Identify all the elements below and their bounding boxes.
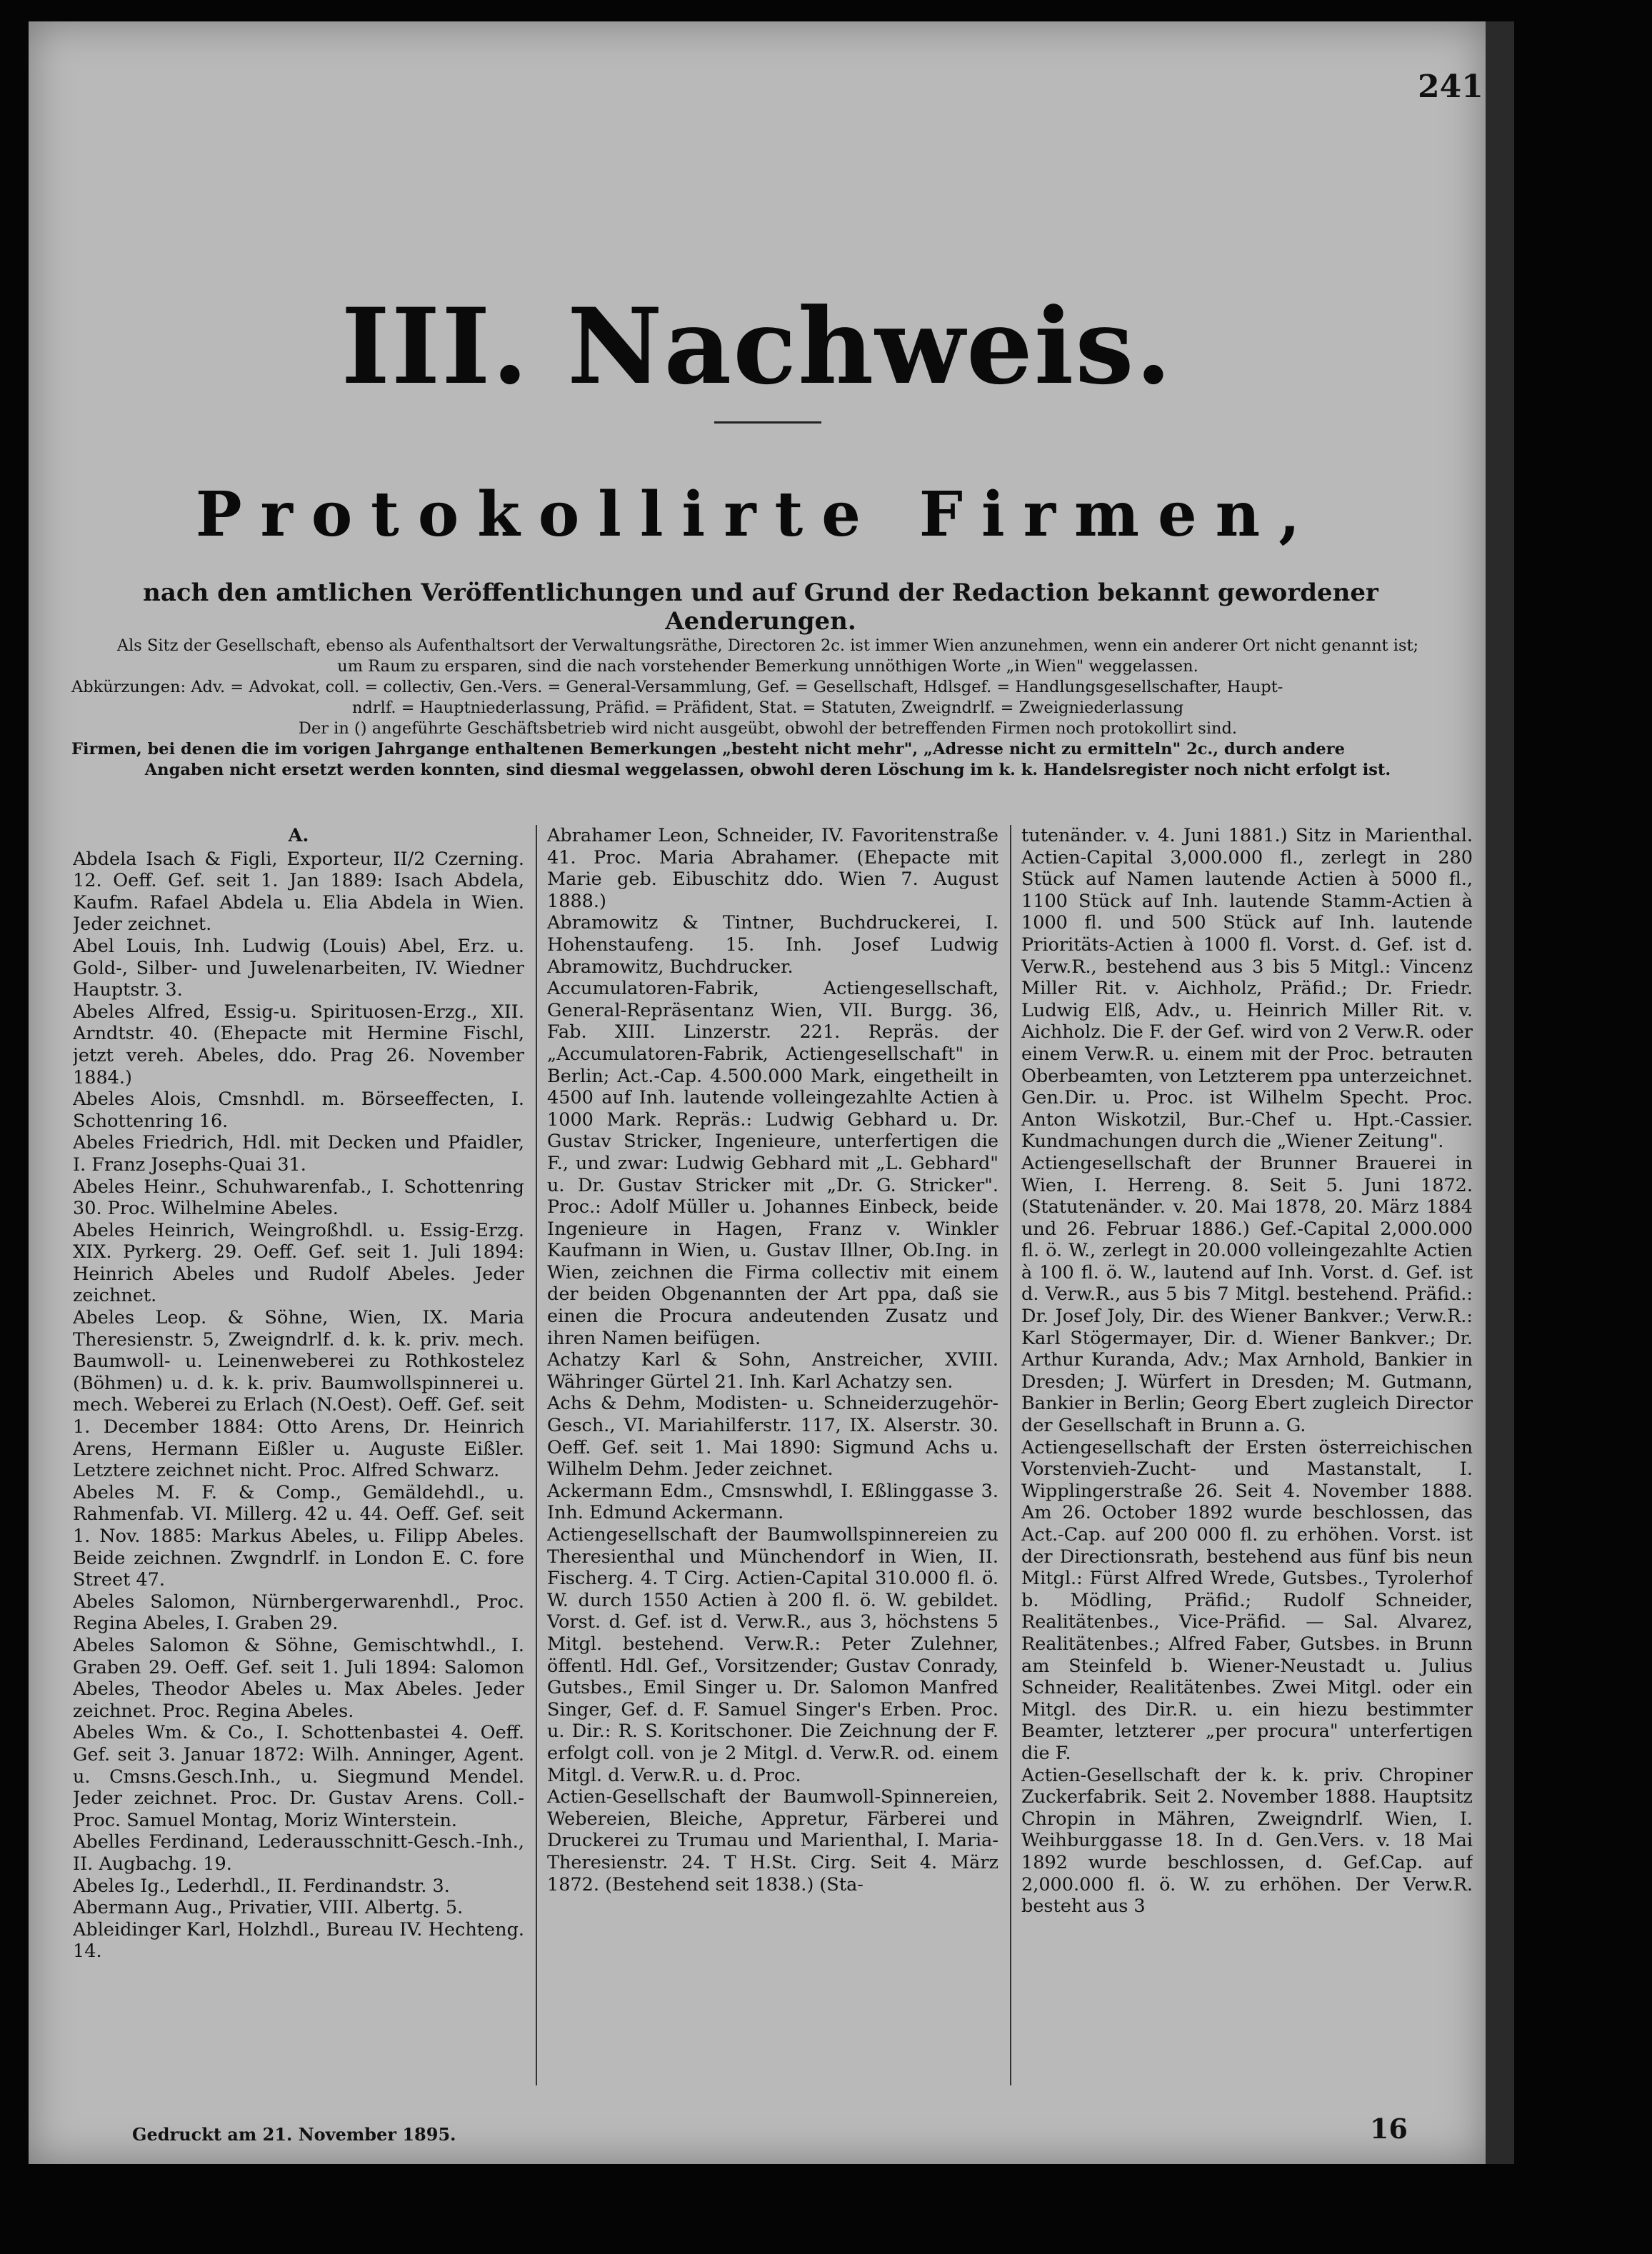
entry: Abeles Heinr., Schuhwarenfab., I. Schottenring 30. Proc. Wilhelmine Abeles. (73, 1176, 524, 1220)
entry: Abermann Aug., Privatier, VIII. Albertg. 5. (73, 1897, 464, 1919)
entry-columns (73, 825, 1473, 2085)
page-edge (1486, 21, 1514, 2164)
entry: Actiengesellschaft der Brunner Brauerei in Wien, I. Herreng. 8. Seit 5. Juni 1872. (Statutenänder. v. 20. Mai 1878, 20. März 1884 und 26. Februar 1886.) Gef.-Capital 2,000.000 fl. ö. W., zerlegt in 20.000 volleingezahlte Actien à 100 fl. ö. W., lautend auf Inh. Vorst. d. Gef. ist d. Verw.R., aus 5 bis 7 Mitgl. bestehend. Präfid.: Dr. Josef Joly, Dir. des Wiener Bankver.; Verw.R.: Karl Stögermayer, Dir. d. Wiener Bankver.; Dr. Arthur Kuranda, Adv.; Max Arnhold, Bankier in Dresden; J. Würfert in Dresden; M. Gutmann, Bankier in Berlin; Georg Ebert zugleich Director der Gesellschaft in Brunn a. G. (1021, 1152, 1473, 1437)
entry: Abrahamer Leon, Schneider, IV. Favoritenstraße 41. Proc. Maria Abrahamer. (Ehepacte mit Marie geb. Eibuschitz ddo. Wien 7. August 1888.) (547, 825, 998, 912)
entry: Abelles Ferdinand, Lederausschnitt-Gesch.-Inh., II. Augbachg. 19. (73, 1831, 524, 1875)
entry: Actiengesellschaft der Ersten österreichischen Vorstenvieh-Zucht- und Mastanstalt, I. Wipplingerstraße 26. Seit 4. November 1888. Am 26. October 1892 wurde beschlossen, das Act.-Cap. auf 200 000 fl. zu erhöhen. Vorst. ist der Directionsrath, bestehend aus fünf bis neun Mitgl.: Fürst Alfred Wrede, Gutsbes., Tyrolerhof b. Mödling, Präfid.; Rudolf Schneider, Realitätenbes., Vice-Präfid. — Sal. Alvarez, Realitätenbes.; Alfred Faber, Gutsbes. in Brunn am Steinfeld b. Wiener-Neustadt u. Julius Schneider, Realitätenbes. Zwei Mitgl. oder ein Mitgl. des Dir.R. u. ein hiezu bestimmter Beamter, letzterer „per procura" unterfertigen die F. (1021, 1436, 1473, 1764)
entry: tutenänder. v. 4. Juni 1881.) Sitz in Marienthal. Actien-Capital 3,000.000 fl., zerlegt in 280 Stück auf Namen lautende Actien à 5000 fl., 1100 Stück auf Inh. lautende Stamm-Actien à 1000 fl. und 500 Stück auf Inh. lautende Prioritäts-Actien à 1000 fl. Vorst. d. Gef. ist d. Verw.R., bestehend aus 3 bis 5 Mitgl.: Vincenz Miller Rit. v. Aichholz, Präfid.; Dr. Friedr. Ludwig Elß, Adv., u. Heinrich Miller Rit. v. Aichholz. Die F. der Gef. wird von 2 Verw.R. oder einem Verw.R. u. einem mit der Proc. betrauten Oberbeamten, von Letzterem ppa unterzeichnet. Gen.Dir. u. Proc. ist Wilhelm Specht. Proc. Anton Wiskotzil, Bur.-Chef u. Hpt.-Cassier. Kundmachungen durch die „Wiener Zeitung". (1021, 825, 1473, 1153)
entry: Accumulatoren-Fabrik, Actiengesellschaft, General-Repräsentanz Wien, VII. Burgg. 36, Fab. XIII. Linzerstr. 221. Repräs. der „Accumulatoren-Fabrik, Actiengesellschaft" in Berlin; Act.-Cap. 4.500.000 Mark, eingetheilt in 4500 auf Inh. lautende volleingezahlte Actien à 1000 Mark. Repräs.: Ludwig Gebhard u. Dr. Gustav Stricker, Ingenieure, unterfertigen die F., und zwar: Ludwig Gebhard mit „L. Gebhard" u. Dr. Gustav Stricker mit „Dr. G. Stricker". Proc.: Adolf Müller u. Johannes Einbeck, beide Ingenieure in Hagen, Franz v. Winkler Kaufmann in Wien, u. Gustav Illner, Ob.Ing. in Wien, zeichnen die Firma collectiv mit einem der beiden Obgenannten der Art ppa, daß sie einen die Procura andeutenden Zusatz und ihren Namen beifügen. (547, 978, 998, 1349)
entry: Ableidinger Karl, Holzhdl., Bureau IV. Hechteng. 14. (73, 1918, 524, 1963)
section-letter: A. (288, 825, 309, 846)
page-title: III. Nachweis. (341, 286, 1173, 408)
entry: Abeles Heinrich, Weingroßhdl. u. Essig-Erzg. XIX. Pyrkerg. 29. Oeff. Gef. seit 1. Juli 1894: Heinrich Abeles und Rudolf Abeles. Jeder zeichnet. (73, 1219, 524, 1307)
note-seat-1: Als Sitz der Gesellschaft, ebenso als Aufenthaltsort der Verwaltungsräthe, Directoren 2c. ist immer Wien anzunehmen, wenn ein anderer Ort nicht genannt ist; (116, 636, 1419, 655)
entry: Abeles Alfred, Essig-u. Spirituosen-Erzg., XII. Arndtstr. 40. (Ehepacte mit Hermine Fischl, jetzt vereh. Abeles, ddo. Prag 26. November 1884.) (73, 1001, 524, 1088)
entry: Achs & Dehm, Modisten- u. Schneiderzugehör-Gesch., VI. Mariahilferstr. 117, IX. Alserstr. 30. Oeff. Gef. seit 1. Mai 1890: Sigmund Achs u. Wilhelm Dehm. Jeder zeichnet. (547, 1393, 998, 1481)
entry: Actiengesellschaft der Baumwollspinnereien zu Theresienthal und Münchendorf in Wien, II. Fischerg. 4. T Cirg. Actien-Capital 310.000 fl. ö. W. durch 1550 Actien à 200 fl. ö. W. gebildet. Vorst. d. Gef. ist d. Verw.R., aus 3, höchstens 5 Mitgl. bestehend. Verw.R.: Peter Zulehner, öffentl. Hdl. Gef., Vorsitzender; Gustav Conrady, Gutsbes., Emil Singer u. Dr. Salomon Manfred Singer, Gef. d. F. Samuel Singer's Erben. Proc. u. Dir.: R. S. Koritschoner. Die Zeichnung der F. erfolgt coll. von je 2 Mitgl. d. Verw.R. od. einem Mitgl. d. Verw.R. u. d. Proc. (547, 1524, 998, 1786)
note-firms-2: Angaben nicht ersetzt werden konnten, sind diesmal weggelassen, obwohl deren Löschung im k. k. Handelsregister noch nicht erfolgt ist. (144, 761, 1391, 779)
entry: Abeles Salomon, Nürnbergerwarenhdl., Proc. Regina Abeles, I. Graben 29. (73, 1591, 524, 1635)
entry: Abel Louis, Inh. Ludwig (Louis) Abel, Erz. u. Gold-, Silber- und Juwelenarbeiten, IV. Wiedner Hauptstr. 3. (73, 935, 524, 1001)
document-page (29, 21, 1486, 2164)
print-date: Gedruckt am 21. November 1895. (132, 2124, 456, 2145)
note-trade: Der in () angeführte Geschäftsbetrieb wird nicht ausgeübt, obwohl der betreffenden Firmen noch protokollirt sind. (298, 719, 1238, 738)
entry: Actien-Gesellschaft der k. k. priv. Chropiner Zuckerfabrik. Seit 2. November 1888. Hauptsitz Chropin in Mähren, Zweigndrlf. Wien, I. Weihburggasse 18. In d. Gen.Vers. v. 18 Mai 1892 wurde beschlossen, d. Gef.Cap. auf 2,000.000 fl. ö. W. zu erhöhen. Der Verw.R. besteht aus 3 (1021, 1764, 1473, 1918)
entry: Abeles Wm. & Co., I. Schottenbastei 4. Oeff. Gef. seit 3. Januar 1872: Wilh. Anninger, Agent. u. Cmsns.Gesch.Inh., u. Siegmund Mendel. Jeder zeichnet. Proc. Dr. Gustav Arens. Coll.-Proc. Samuel Montag, Moriz Winterstein. (73, 1722, 524, 1831)
entry: Abeles Leop. & Söhne, Wien, IX. Maria Theresienstr. 5, Zweigndrlf. d. k. k. priv. mech. Baumwoll- u. Leinenweberei zu Rothkostelez (Böhmen) u. d. k. k. priv. Baumwollspinnerei u. mech. Weberei zu Erlach (N.Oest). Oeff. Gef. seit 1. December 1884: Otto Arens, Dr. Heinrich Arens, Hermann Eißler u. Auguste Eißler. Letztere zeichnet nicht. Proc. Alfred Schwarz. (73, 1307, 524, 1482)
entry: Abeles M. F. & Comp., Gemäldehdl., u. Rahmenfab. VI. Millerg. 42 u. 44. Oeff. Gef. seit 1. Nov. 1885: Markus Abeles, u. Filipp Abeles. Beide zeichnen. Zwgndrlf. in London E. C. fore Street 47. (73, 1481, 524, 1591)
column-left (73, 825, 524, 2085)
column-middle (536, 825, 998, 2085)
entry: Achatzy Karl & Sohn, Anstreicher, XVIII. Währinger Gürtel 21. Inh. Karl Achatzy sen. (547, 1349, 998, 1393)
entry: Ackermann Edm., Cmsnswhdl, I. Eßlinggasse 3. Inh. Edmund Ackermann. (547, 1480, 998, 1524)
column-right (1010, 825, 1473, 2085)
entry: Actien-Gesellschaft der Baumwoll-Spinnereien, Webereien, Bleiche, Appretur, Färberei und Druckerei zu Trumau und Marienthal, I. Maria-Theresienstr. 24. T H.St. Cirg. Seit 4. März 1872. (Bestehend seit 1838.) (Sta- (547, 1786, 998, 1895)
entry: Abeles Alois, Cmsnhdl. m. Börseeffecten, I. Schottenring 16. (73, 1088, 524, 1132)
note-abbreviations-1: Abkürzungen: Adv. = Advokat, coll. = collectiv, Gen.-Vers. = General-Versammlung, Gef. = Gesellschaft, Hdlsgef. = Handlungsgesellschafter, Haupt- (71, 678, 1283, 696)
entry: Abeles Friedrich, Hdl. mit Decken und Pfaidler, I. Franz Josephs-Quai 31. (73, 1132, 524, 1176)
page-number: 241 (1418, 69, 1483, 105)
entry: Abramowitz & Tintner, Buchdruckerei, I. Hohenstaufeng. 15. Inh. Josef Ludwig Abramowitz, Buchdrucker. (547, 912, 998, 978)
note-abbreviations-2: ndrlf. = Hauptniederlassung, Präfid. = Präfident, Stat. = Statuten, Zweigndrlf. = Zweigniederlassung (351, 698, 1184, 717)
title-divider (714, 421, 821, 424)
signature-number: 16 (1370, 2113, 1408, 2145)
section-subline: nach den amtlichen Veröffentlichungen und auf Grund der Redaction bekannt gewordener Aenderungen. (143, 578, 1378, 636)
note-seat-2: um Raum zu ersparen, sind die nach vorstehender Bemerkung unnöthigen Worte „in Wien" weggelassen. (337, 657, 1198, 676)
entry: Abdela Isach & Figli, Exporteur, II/2 Czerning. 12. Oeff. Gef. seit 1. Jan 1889: Isach Abdela, Kaufm. Rafael Abdela u. Elia Abdela in Wien. Jeder zeichnet. (73, 848, 524, 936)
entry: Abeles Salomon & Söhne, Gemischtwhdl., I. Graben 29. Oeff. Gef. seit 1. Juli 1894: Salomon Abeles, Theodor Abeles u. Max Abeles. Jeder zeichnet. Proc. Regina Abeles. (73, 1634, 524, 1722)
note-firms-1: Firmen, bei denen die im vorigen Jahrgange enthaltenen Bemerkungen „besteht nicht mehr", „Adresse nicht zu ermitteln" 2c., durch andere (71, 740, 1345, 758)
section-subtitle: Protokollirte Firmen, (195, 479, 1319, 551)
entry: Abeles Ig., Lederhdl., II. Ferdinandstr. 3. (73, 1875, 450, 1897)
editorial-notes (71, 636, 1464, 781)
